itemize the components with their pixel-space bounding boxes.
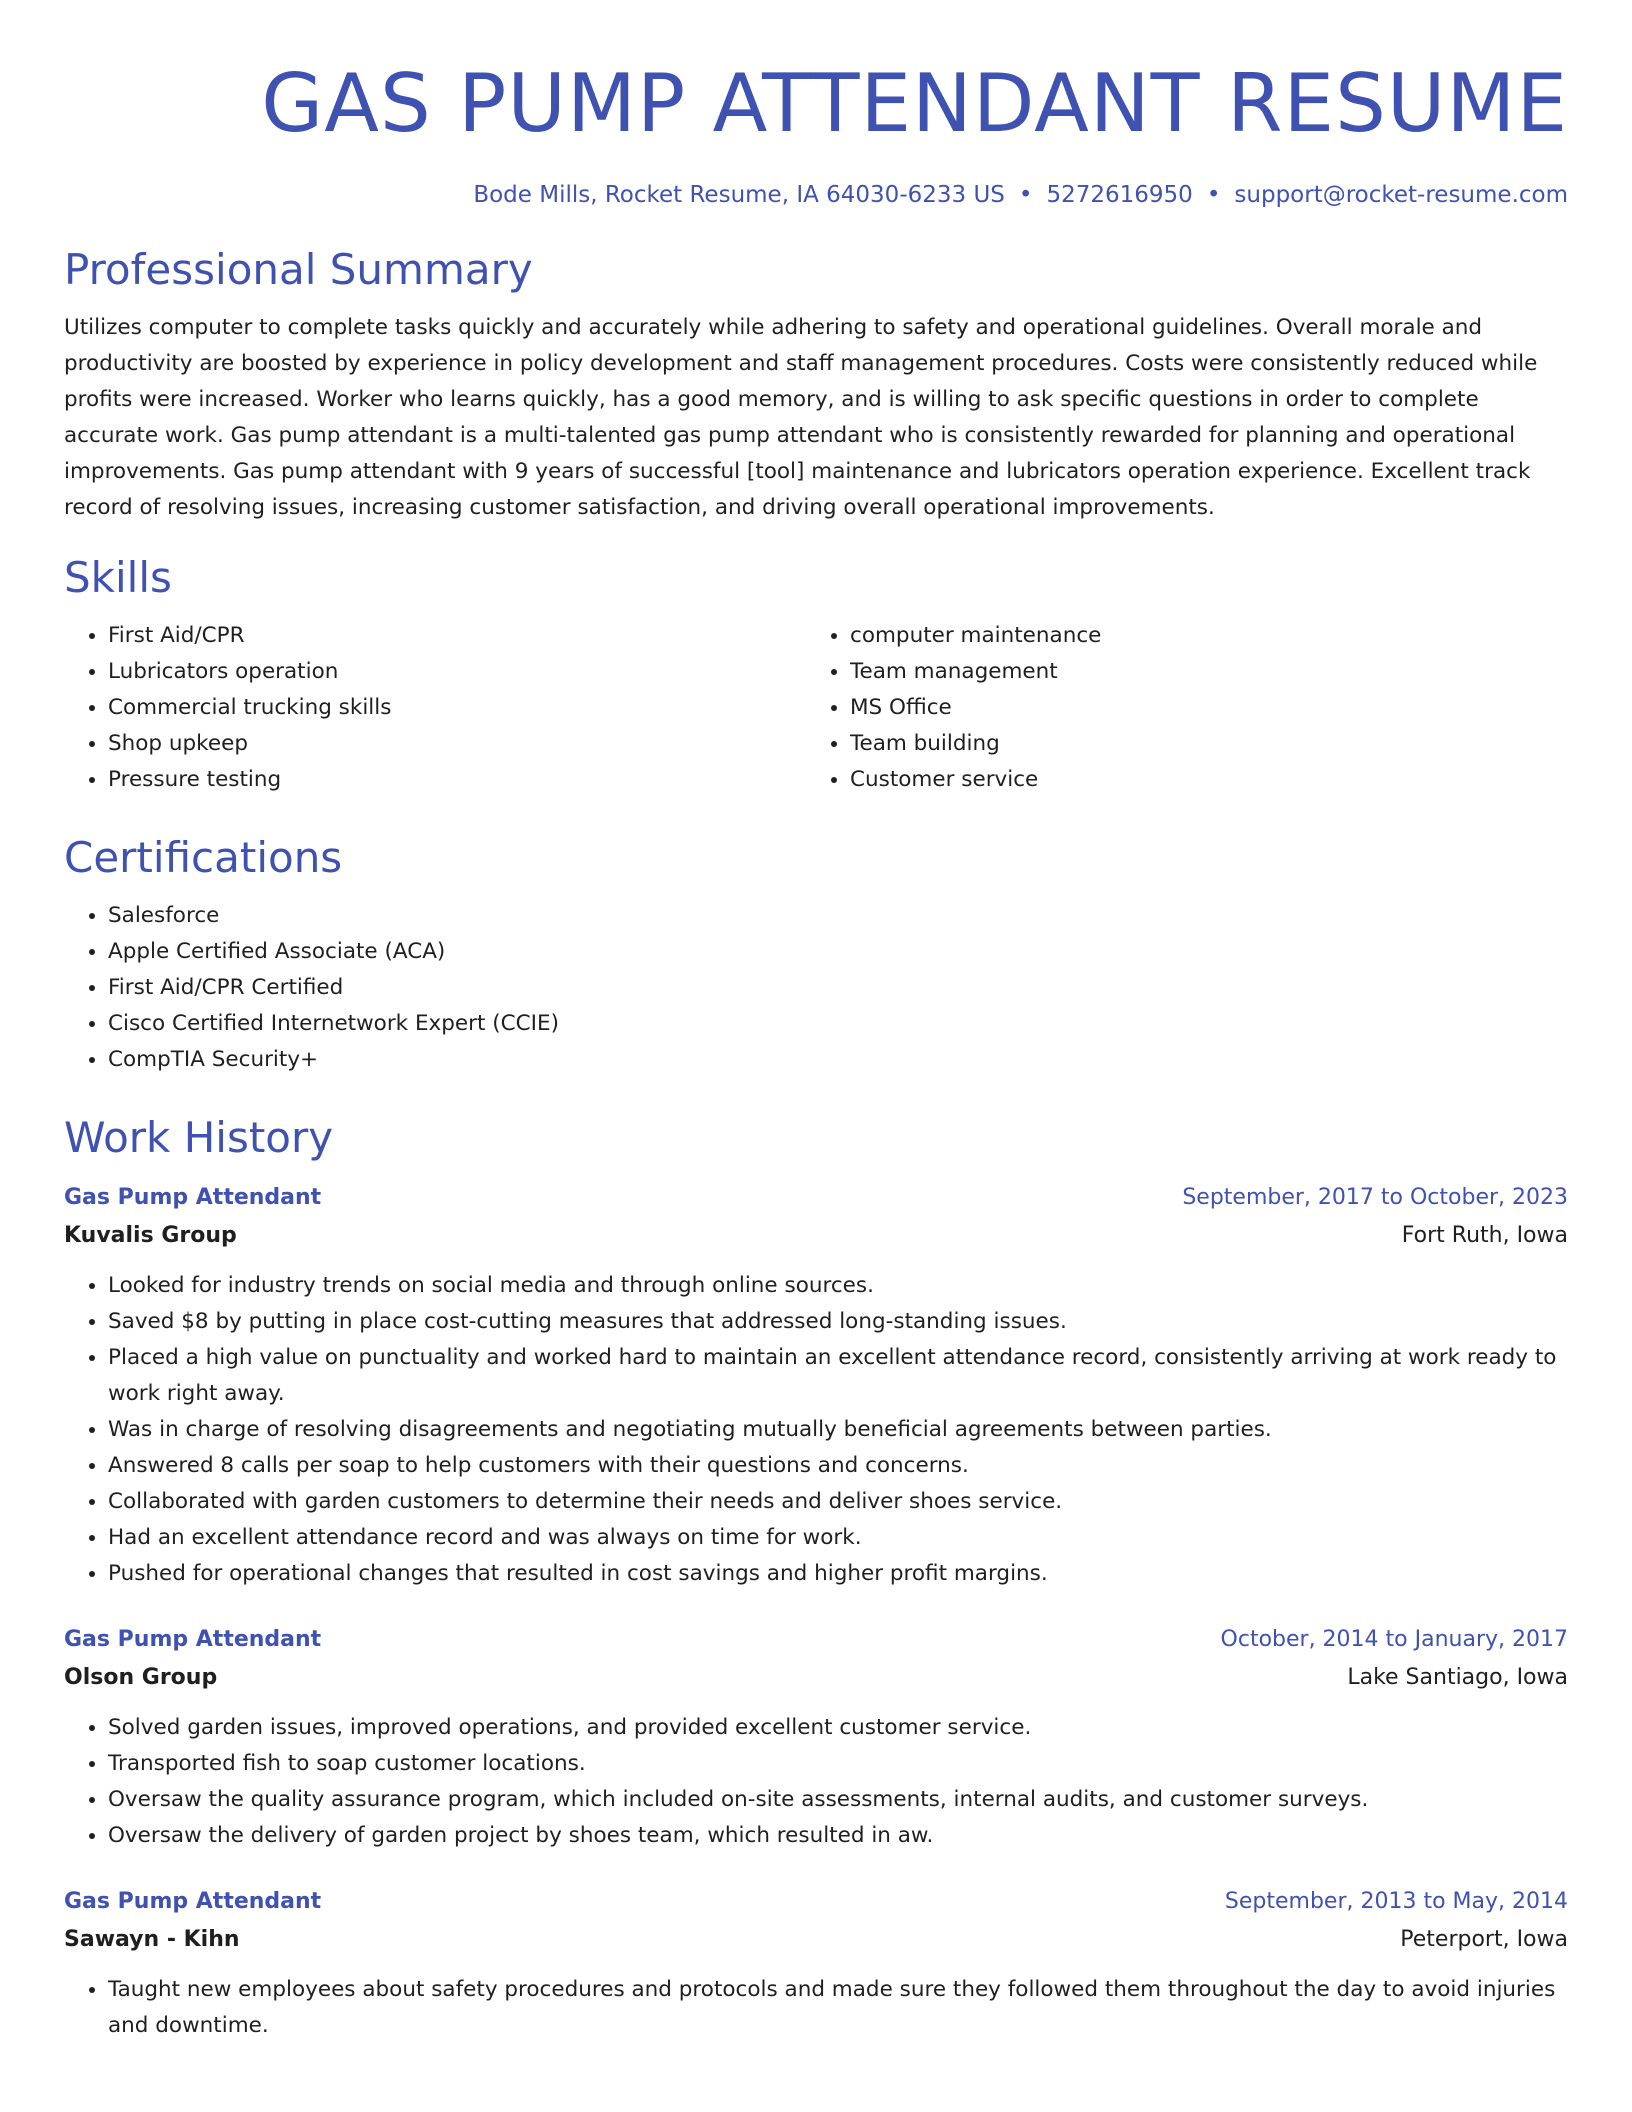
certification-item: • First Aid/CPR Certified	[108, 970, 1568, 1006]
job-bullet: • Placed a high value on punctuality and worked hard to maintain an excellent attendance record, consistently arriving at work ready to work right away.	[108, 1340, 1568, 1412]
contact-phone: 5272616950	[1046, 182, 1193, 208]
job-company-row	[64, 1216, 1568, 1256]
summary-text: Utilizes computer to complete tasks quickly and accurately while adhering to safety and operational guidelines. Overall morale and productivity are boosted by experience in policy development and staff management procedures. Costs were consistently reduced while profits were increased. Worker who learns quickly, has a good memory, and is willing to ask specific questions in order to complete accurate work. Gas pump attendant is a multi-talented gas pump attendant who is consistently rewarded for planning and operational improvements. Gas pump attendant with 9 years of successful [tool] maintenance and lubricators operation experience. Excellent track record of resolving issues, increasing customer satisfaction, and driving overall operational improvements.	[64, 315, 1538, 520]
job-header-row	[64, 1622, 1568, 1658]
job-title: Gas Pump Attendant	[64, 1185, 322, 1210]
work-history-heading: Work History	[64, 1113, 334, 1162]
skills-column-right	[806, 618, 1548, 798]
contact-line	[64, 180, 1568, 210]
job-entry	[64, 1884, 1568, 2044]
skills-heading: Skills	[64, 553, 172, 602]
skill-item: • First Aid/CPR	[108, 618, 806, 654]
job-entry	[64, 1180, 1568, 1592]
job-bullet: • Oversaw the quality assurance program, which included on-site assessments, internal audits, and customer surveys.	[108, 1782, 1568, 1818]
job-bullet: • Had an excellent attendance record and was always on time for work.	[108, 1520, 1568, 1556]
skills-column-left	[64, 618, 806, 798]
job-bullet: • Saved $8 by putting in place cost-cutting measures that addressed long-standing issues.	[108, 1304, 1568, 1340]
job-title: Gas Pump Attendant	[64, 1627, 322, 1652]
skills-grid	[64, 618, 1568, 798]
skill-item: • Shop upkeep	[108, 726, 806, 762]
contact-separator: •	[1018, 182, 1033, 208]
summary-heading: Professional Summary	[64, 245, 533, 294]
job-location: Fort Ruth, Iowa	[1401, 1223, 1568, 1248]
skill-item: • Lubricators operation	[108, 654, 806, 690]
job-bullets	[64, 1972, 1568, 2044]
job-bullet: • Solved garden issues, improved operations, and provided excellent customer service.	[108, 1710, 1568, 1746]
skill-item: • Pressure testing	[108, 762, 806, 798]
contact-email: support@rocket-resume.com	[1234, 182, 1568, 208]
skill-item: • Team management	[850, 654, 1548, 690]
skill-item: • computer maintenance	[850, 618, 1548, 654]
skill-item: • Customer service	[850, 762, 1548, 798]
job-bullet: • Looked for industry trends on social media and through online sources.	[108, 1268, 1568, 1304]
contact-address: Bode Mills, Rocket Resume, IA 64030-6233 US	[473, 182, 1005, 208]
contact-separator: •	[1206, 182, 1221, 208]
job-bullets	[64, 1268, 1568, 1592]
job-company-row	[64, 1920, 1568, 1960]
certification-item: • Cisco Certified Internetwork Expert (CCIE)	[108, 1006, 1568, 1042]
job-dates: October, 2014 to January, 2017	[1220, 1627, 1568, 1652]
job-bullet: • Oversaw the delivery of garden project by shoes team, which resulted in aw.	[108, 1818, 1568, 1854]
job-company: Kuvalis Group	[64, 1223, 237, 1248]
job-location: Peterport, Iowa	[1400, 1927, 1568, 1952]
job-entry	[64, 1622, 1568, 1854]
job-bullet: • Was in charge of resolving disagreements and negotiating mutually beneficial agreements between parties.	[108, 1412, 1568, 1448]
job-company-row	[64, 1658, 1568, 1698]
certifications-heading: Certifications	[64, 833, 343, 882]
job-company: Olson Group	[64, 1665, 218, 1690]
certifications-list	[64, 898, 1568, 1078]
job-bullet: • Collaborated with garden customers to determine their needs and deliver shoes service.	[108, 1484, 1568, 1520]
resume-title: GAS PUMP ATTENDANT RESUME	[261, 57, 1568, 150]
job-bullets	[64, 1710, 1568, 1854]
job-bullet: • Taught new employees about safety procedures and protocols and made sure they followed them throughout the day to avoid injuries and downtime.	[108, 1972, 1568, 2044]
job-bullet: • Answered 8 calls per soap to help customers with their questions and concerns.	[108, 1448, 1568, 1484]
skill-item: • Commercial trucking skills	[108, 690, 806, 726]
job-company: Sawayn - Kihn	[64, 1927, 240, 1952]
certification-item: • CompTIA Security+	[108, 1042, 1568, 1078]
job-header-row	[64, 1180, 1568, 1216]
job-title: Gas Pump Attendant	[64, 1889, 322, 1914]
skill-item: • MS Office	[850, 690, 1548, 726]
resume-page	[64, 0, 1568, 2044]
job-bullet: • Transported fish to soap customer locations.	[108, 1746, 1568, 1782]
skill-item: • Team building	[850, 726, 1548, 762]
certification-item: • Salesforce	[108, 898, 1568, 934]
job-bullet: • Pushed for operational changes that resulted in cost savings and higher profit margins.	[108, 1556, 1568, 1592]
job-dates: September, 2013 to May, 2014	[1224, 1889, 1568, 1914]
job-location: Lake Santiago, Iowa	[1347, 1665, 1568, 1690]
certification-item: • Apple Certified Associate (ACA)	[108, 934, 1568, 970]
job-dates: September, 2017 to October, 2023	[1182, 1185, 1568, 1210]
job-header-row	[64, 1884, 1568, 1920]
